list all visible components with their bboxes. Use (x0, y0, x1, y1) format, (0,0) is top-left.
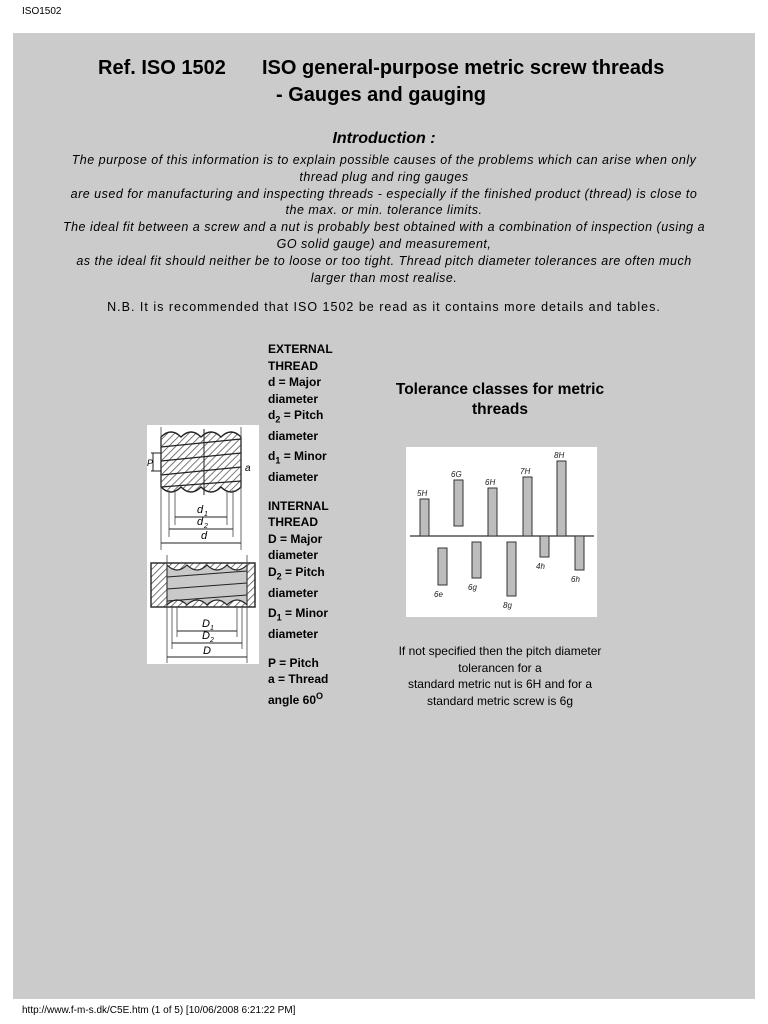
external-thread-heading: EXTERNAL THREAD (268, 342, 333, 373)
tolerance-bar-6g (472, 542, 481, 578)
intro-line: larger than most realise. (310, 270, 458, 285)
legend-d1: $d_1$ = Minor diameter (268, 449, 327, 485)
tolerance-diagram-svg (406, 447, 597, 617)
angle-label: a (245, 463, 251, 474)
document-header-label: ISO1502 (22, 6, 62, 17)
bar-label: 7H (520, 467, 531, 476)
intro-line: GO solid gauge) and measurement, (276, 236, 492, 251)
bar-label: 8g (503, 601, 512, 610)
D1-sub: 1 (210, 625, 214, 632)
title-line-2: - Gauges and gauging (276, 84, 487, 106)
d2-sub: 2 (204, 523, 208, 530)
legend-pitch: P = Pitch (268, 655, 319, 670)
pitch-tolerance-note (380, 643, 620, 709)
intro-line: The ideal fit between a screw and a nut is probably best obtained with a combination of inspection (using a (62, 220, 706, 235)
thread-diagram-svg (147, 425, 259, 664)
note-line: standard metric screw is 6g (426, 693, 574, 708)
D2-label: D (202, 630, 210, 642)
tolerance-bar-8H (557, 461, 566, 536)
thread-diagram (147, 425, 259, 664)
tolerance-bar-4h (540, 536, 549, 557)
legend-angle: a = Thread angle $60^O$ (268, 672, 329, 707)
tolerance-bar-7H (523, 477, 532, 536)
d1-label: d (197, 504, 204, 516)
legend-D1: $D_1$ = Minor diameter (268, 606, 329, 642)
D-label: D (203, 645, 211, 657)
intro-line: The purpose of this information is to explain possible causes of the problems which can arise when only (71, 153, 697, 167)
legend-d-major: d = Major diameter (268, 375, 322, 406)
d2-label: d (197, 516, 204, 528)
D1-label: D (202, 618, 210, 630)
tolerance-bar-6G (454, 480, 463, 526)
tolerance-bar-6e (438, 548, 447, 585)
title-line-1: ISO general-purpose metric screw threads (262, 57, 665, 79)
internal-thread-heading: INTERNAL THREAD (268, 498, 329, 530)
pitch-label: P (147, 458, 154, 468)
title-reference: Ref. ISO 1502 (98, 57, 226, 79)
tolerance-bar-6H (488, 488, 497, 536)
bar-label: 5H (417, 489, 428, 498)
note-line: tolerancen for a (458, 660, 542, 675)
d1-sub: 1 (204, 511, 208, 518)
tolerance-bar-6h (575, 536, 584, 570)
bar-label: 6e (434, 590, 443, 599)
D2-sub: 2 (210, 637, 214, 644)
intro-line: the max. or min. tolerance limits. (285, 203, 483, 218)
intro-line: thread plug and ring gauges (299, 169, 469, 184)
bar-label: 6g (468, 583, 477, 592)
thread-legend (268, 341, 358, 708)
legend-D2: $D_2$ = Pitch diameter (268, 564, 325, 600)
nb-note: N.B. It is recommended that ISO 1502 be read as it contains more details and tables. (107, 300, 661, 314)
legend-D-major: D = Major diameter (268, 531, 323, 563)
bar-label: 6h (571, 575, 580, 584)
introduction-body (13, 152, 755, 286)
note-line: If not specified then the pitch diameter (398, 644, 602, 658)
bar-label: 6G (451, 470, 462, 479)
bar-label: 8H (554, 451, 565, 460)
intro-line: are used for manufacturing and inspecting threads - especially if the finished product (thread) is close to (70, 186, 698, 201)
tolerance-classes-diagram (406, 447, 597, 617)
bar-label: 6H (485, 478, 496, 487)
tolerance-classes-title: Tolerance classes for metric threads (395, 381, 605, 418)
legend-d2: $d_2$ = Pitch diameter (268, 408, 324, 443)
page-footer-url: http://www.f-m-s.dk/C5E.htm (1 of 5) [10/06/2008 6:21:22 PM] (22, 1005, 296, 1016)
d-label: d (201, 530, 208, 542)
bar-label: 4h (536, 562, 545, 571)
tolerance-bar-8g (507, 542, 516, 596)
introduction-heading: Introduction : (332, 130, 436, 147)
tolerance-bar-5H (420, 499, 429, 536)
note-line: standard metric nut is 6H and for a (407, 677, 593, 691)
intro-line: as the ideal fit should neither be to loose or too tight. Thread pitch diameter tolerances are often much (76, 253, 692, 268)
